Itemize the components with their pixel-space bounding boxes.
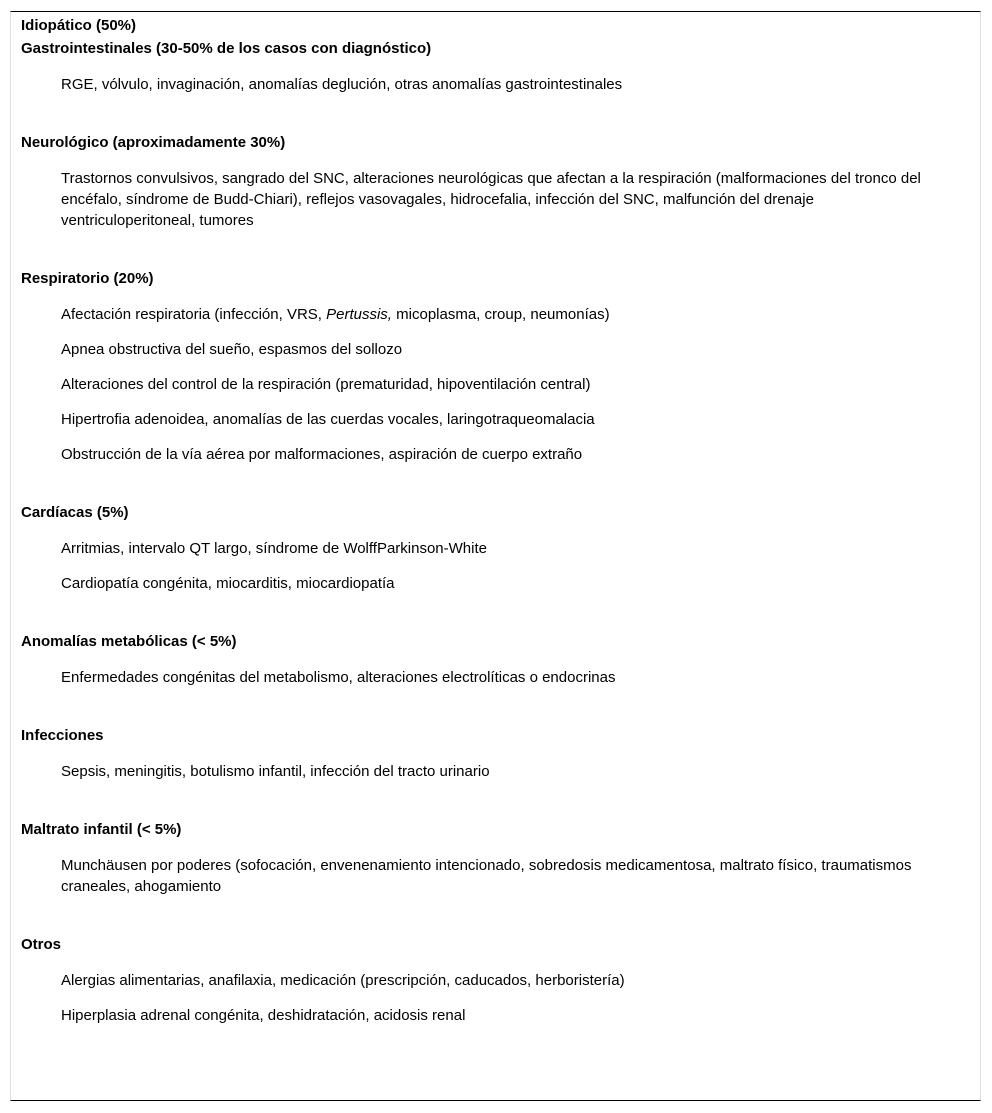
section-neuro: [21, 133, 950, 231]
heading-cardiac: Cardíacas (5%): [21, 504, 129, 521]
list-item: Alergias alimentarias, anafilaxia, medicación (prescripción, caducados, herboristería): [61, 972, 625, 989]
list-item: Hipertrofia adenoidea, anomalías de las cuerdas vocales, laringotraqueomalacia: [61, 411, 595, 428]
list-item: Trastornos convulsivos, sangrado del SNC, alteraciones neurológicas que afectan a la respiración (malformaciones del tronco del encéfalo, síndrome de Budd-Chiari), reflejos vasovagales, hidrocefalia, infección del SNC, malfunción del drenaje ventriculoperitoneal, tumores: [61, 170, 921, 229]
list-item: Apnea obstructiva del sueño, espasmos del sollozo: [61, 341, 403, 358]
heading-child-abuse: Maltrato infantil (< 5%): [21, 821, 182, 838]
section-others: [21, 935, 950, 1026]
list-item: Sepsis, meningitis, botulismo infantil, infección del tracto urinario: [61, 763, 490, 780]
list-item: Obstrucción de la vía aérea por malformaciones, aspiración de cuerpo extraño: [61, 446, 583, 463]
heading-metabolic: Anomalías metabólicas (< 5%): [21, 633, 237, 650]
heading-infections: Infecciones: [21, 727, 104, 744]
section-cardiac: [21, 503, 950, 594]
list-item: RGE, vólvulo, invaginación, anomalías deglución, otras anomalías gastrointestinales: [61, 76, 623, 93]
section-respiratory: [21, 269, 950, 465]
item-text-after: micoplasma, croup, neumonías): [391, 306, 610, 323]
section-child-abuse: [21, 820, 950, 897]
list-item: Enfermedades congénitas del metabolismo, alteraciones electrolíticas o endocrinas: [61, 669, 616, 686]
table-content: [21, 16, 950, 1026]
list-item: Arritmias, intervalo QT largo, síndrome de WolffParkinson-White: [61, 540, 487, 557]
gastro-items: [21, 74, 950, 95]
heading-respiratory: Respiratorio (20%): [21, 270, 154, 287]
list-item: Munchäusen por poderes (sofocación, envenenamiento intencionado, sobredosis medicamentosa, maltrato físico, traumatismos craneales, ahogamiento: [61, 857, 912, 895]
table-frame: [10, 11, 981, 1101]
item-text-italic: Pertussis,: [326, 306, 392, 323]
heading-idiopathic: Idiopático (50%): [21, 17, 137, 34]
list-item: Hiperplasia adrenal congénita, deshidratación, acidosis renal: [61, 1007, 466, 1024]
section-metabolic: [21, 632, 950, 688]
list-item: [61, 304, 941, 325]
heading-neurological: Neurológico (aproximadamente 30%): [21, 134, 286, 151]
section-infections: [21, 726, 950, 782]
heading-gastrointestinal: Gastrointestinales (30-50% de los casos con diagnóstico): [21, 40, 432, 57]
list-item: Cardiopatía congénita, miocarditis, miocardiopatía: [61, 575, 395, 592]
heading-others: Otros: [21, 936, 62, 953]
item-text-before: Afectación respiratoria (infección, VRS,: [61, 306, 327, 323]
list-item: Alteraciones del control de la respiración (prematuridad, hipoventilación central): [61, 376, 591, 393]
